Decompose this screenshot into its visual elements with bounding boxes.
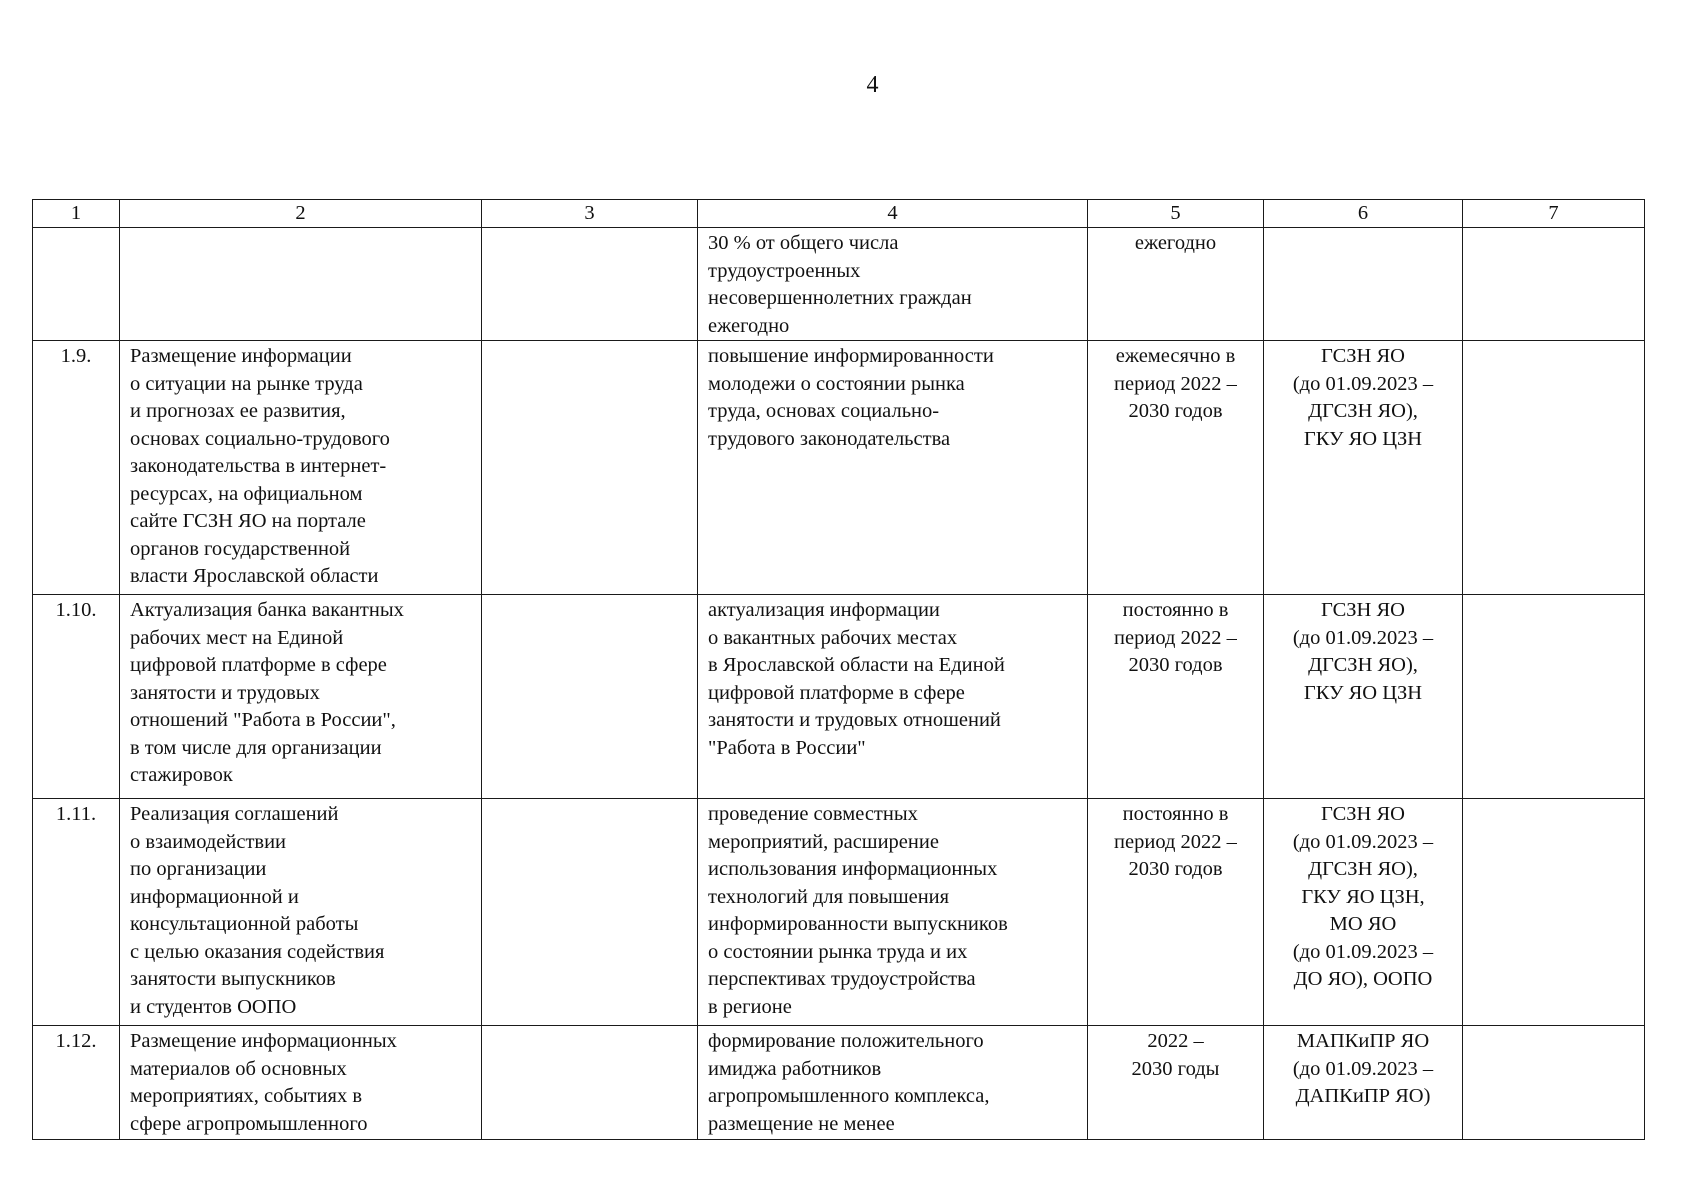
table-row	[33, 1026, 1645, 1140]
row-number-cell: 1.10.	[33, 595, 120, 799]
empty-cell	[482, 799, 698, 1026]
activity-cell: Размещение информационных материалов об основных мероприятиях, событиях в сфере агропромышленного	[120, 1026, 482, 1140]
measures-table	[32, 199, 1645, 1140]
activity-cell: Реализация соглашений о взаимодействии по организации информационной и консультационной работы с целью оказания содействия занятости выпускников и студентов ООПО	[120, 799, 482, 1026]
row-number-cell	[33, 228, 120, 341]
empty-cell	[482, 228, 698, 341]
table-row	[33, 341, 1645, 595]
row-number-cell: 1.9.	[33, 341, 120, 595]
result-cell: актуализация информации о вакантных рабочих местах в Ярославской области на Единой цифровой платформе в сфере занятости и трудовых отношений "Работа в России"	[698, 595, 1088, 799]
empty-cell	[1463, 799, 1645, 1026]
column-header: 1	[33, 200, 120, 228]
column-header: 7	[1463, 200, 1645, 228]
empty-cell	[482, 595, 698, 799]
result-cell: формирование положительного имиджа работников агропромышленного комплекса, размещение не менее	[698, 1026, 1088, 1140]
empty-cell	[1463, 1026, 1645, 1140]
empty-cell	[482, 341, 698, 595]
period-cell: ежегодно	[1088, 228, 1264, 341]
column-header: 5	[1088, 200, 1264, 228]
executor-cell	[1264, 228, 1463, 341]
result-cell: 30 % от общего числа трудоустроенных несовершеннолетних граждан ежегодно	[698, 228, 1088, 341]
empty-cell	[1463, 228, 1645, 341]
activity-cell	[120, 228, 482, 341]
activity-cell: Размещение информации о ситуации на рынке труда и прогнозах ее развития, основах социально-трудового законодательства в интернет- ресурсах, на официальном сайте ГСЗН ЯО на портале органов государственной власти Ярославской области	[120, 341, 482, 595]
page-number: 4	[866, 72, 879, 98]
executor-cell: ГСЗН ЯО (до 01.09.2023 – ДГСЗН ЯО), ГКУ ЯО ЦЗН, МО ЯО (до 01.09.2023 – ДО ЯО), ООПО	[1264, 799, 1463, 1026]
empty-cell	[1463, 595, 1645, 799]
period-cell: постоянно в период 2022 – 2030 годов	[1088, 799, 1264, 1026]
result-cell: проведение совместных мероприятий, расширение использования информационных технологий для повышения информированности выпускников о состоянии рынка труда и их перспективах трудоустройства в регионе	[698, 799, 1088, 1026]
executor-cell: МАПКиПР ЯО (до 01.09.2023 – ДАПКиПР ЯО)	[1264, 1026, 1463, 1140]
column-number-header-row	[33, 200, 1645, 228]
table-row	[33, 799, 1645, 1026]
result-cell: повышение информированности молодежи о состоянии рынка труда, основах социально- трудового законодательства	[698, 341, 1088, 595]
executor-cell: ГСЗН ЯО (до 01.09.2023 – ДГСЗН ЯО), ГКУ ЯО ЦЗН	[1264, 341, 1463, 595]
column-header: 2	[120, 200, 482, 228]
column-header: 6	[1264, 200, 1463, 228]
period-cell: постоянно в период 2022 – 2030 годов	[1088, 595, 1264, 799]
table-row	[33, 595, 1645, 799]
column-header: 4	[698, 200, 1088, 228]
period-cell: 2022 – 2030 годы	[1088, 1026, 1264, 1140]
activity-cell: Актуализация банка вакантных рабочих мест на Единой цифровой платформе в сфере занятости и трудовых отношений "Работа в России", в том числе для организации стажировок	[120, 595, 482, 799]
executor-cell: ГСЗН ЯО (до 01.09.2023 – ДГСЗН ЯО), ГКУ ЯО ЦЗН	[1264, 595, 1463, 799]
table-row	[33, 228, 1645, 341]
column-header: 3	[482, 200, 698, 228]
empty-cell	[1463, 341, 1645, 595]
empty-cell	[482, 1026, 698, 1140]
row-number-cell: 1.12.	[33, 1026, 120, 1140]
period-cell: ежемесячно в период 2022 – 2030 годов	[1088, 341, 1264, 595]
row-number-cell: 1.11.	[33, 799, 120, 1026]
